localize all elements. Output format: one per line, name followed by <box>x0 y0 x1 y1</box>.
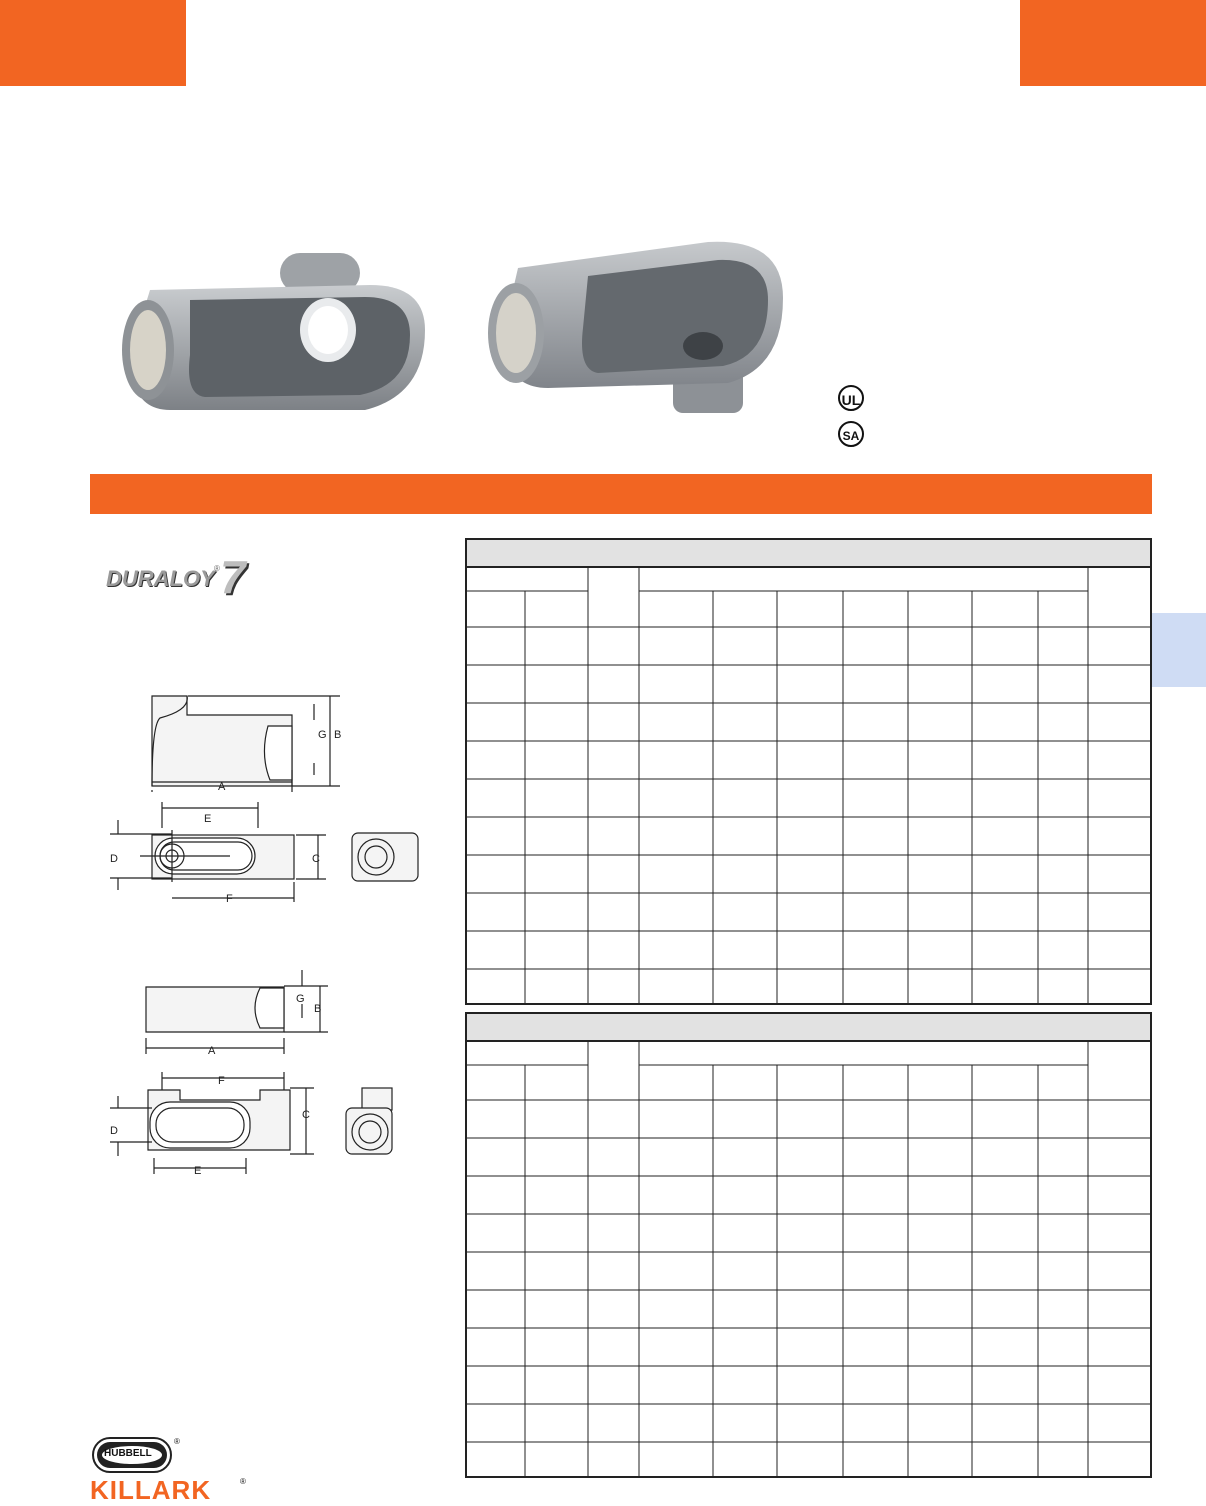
table-grid-lines <box>467 540 1150 1003</box>
dim-label-c-2: C <box>302 1109 310 1121</box>
duraloy-number: 7 <box>220 551 246 603</box>
dim-label-a-2: A <box>208 1045 216 1057</box>
section-side-tab <box>1152 613 1206 687</box>
ll-dimension-drawing <box>100 962 430 1182</box>
dim-label-d: D <box>110 853 118 865</box>
duraloy-registered-mark: ® <box>214 564 220 573</box>
dimension-table-ll <box>465 1012 1152 1478</box>
table-grid-lines-2 <box>467 1014 1150 1476</box>
hubbell-registered-mark: ® <box>174 1437 180 1446</box>
header-tab-right <box>1020 0 1206 86</box>
dim-label-g: G <box>318 729 327 741</box>
hubbell-killark-logo <box>90 1437 260 1503</box>
ul-listed-icon: UL <box>838 385 864 411</box>
product-photo-ll-fitting <box>478 238 788 420</box>
dim-label-b: B <box>334 729 342 741</box>
killark-wordmark: KILLARK <box>90 1475 212 1505</box>
killark-registered-mark: ® <box>240 1477 246 1486</box>
duraloy-logo <box>106 551 256 603</box>
dim-label-g-2: G <box>296 993 305 1005</box>
csa-certified-icon: SA <box>838 421 864 447</box>
dim-label-c: C <box>312 853 320 865</box>
dim-label-d-2: D <box>110 1125 118 1137</box>
dim-label-e-2: E <box>194 1165 202 1177</box>
product-photo-lb-fitting <box>110 245 440 420</box>
hubbell-wordmark: HUBBELL <box>104 1448 152 1459</box>
dim-label-e: E <box>204 813 212 825</box>
dimension-table-lb <box>465 538 1152 1005</box>
duraloy-wordmark: DURALOY <box>106 566 215 591</box>
dim-label-a: A <box>218 781 226 793</box>
dim-label-f: F <box>226 893 233 905</box>
section-title-bar <box>90 474 1152 514</box>
header-tab-left <box>0 0 186 86</box>
dim-label-b-2: B <box>314 1003 322 1015</box>
dim-label-f-2: F <box>218 1075 225 1087</box>
lb-dimension-drawing <box>100 690 430 910</box>
